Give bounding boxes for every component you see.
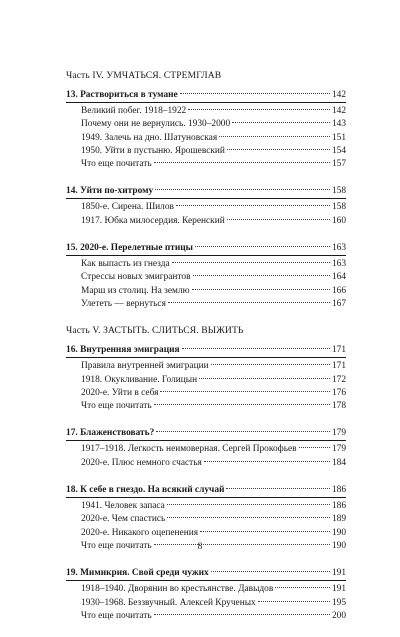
chapter-heading [66, 484, 346, 498]
section-entry-title: 1918–1940. Дворянин во крестьянстве. Давыдов [81, 584, 274, 595]
dot-leader [192, 289, 330, 290]
dot-leader [154, 162, 330, 163]
chapter-heading-page: 186 [331, 485, 346, 496]
dot-leader [258, 601, 330, 602]
chapter-heading-page: 163 [331, 243, 346, 254]
section-entry [66, 258, 346, 271]
section-entry-page: 164 [331, 272, 346, 283]
section-entry-page: 195 [331, 597, 346, 608]
section-entry-page: 191 [331, 584, 346, 595]
section-entry-page: 178 [331, 401, 346, 412]
section-entry [66, 457, 346, 470]
part-title: Часть V. ЗАСТЫТЬ. СЛИТЬСЯ. ВЫЖИТЬ [66, 325, 244, 337]
section-entry-page: 151 [331, 132, 346, 143]
section-entry-title: Улететь — вернуться [81, 298, 166, 309]
chapter-heading [66, 567, 346, 581]
dot-leader [275, 587, 330, 588]
section-entry [66, 145, 346, 158]
dot-leader [168, 302, 330, 303]
section-entry-page: 179 [331, 444, 346, 455]
chapter-heading-title: 13. Раствориться в тумане [66, 90, 178, 100]
section-entry [66, 597, 346, 610]
section-entry [66, 500, 346, 513]
chapter-heading-title: 14. Уйти по-хитрому [66, 186, 154, 197]
section-entry-page: 186 [331, 501, 346, 512]
chapter-heading-title: 15. 2020-е. Перелетные птицы [66, 243, 193, 254]
section-entry [66, 513, 346, 526]
section-entry-title: 2020-е. Никакого оцепенения [81, 527, 199, 538]
chapter-heading [66, 344, 346, 358]
section-entry-title: 1918. Окукливание. Голицын [81, 374, 198, 385]
chapter-heading-page: 179 [331, 428, 346, 439]
chapter-block [66, 567, 346, 623]
section-entry-title: Правила внутренней эмиграции [81, 361, 209, 372]
section-entry-title: 1917–1918. Легкость неимоверная. Сергей Прокофьев [81, 444, 297, 455]
page-number: 8 [197, 542, 203, 552]
section-entry-title: 1950. Уйти в пустыню. Ярошевский [81, 145, 225, 156]
chapter-heading-page: 142 [331, 90, 346, 100]
section-entry-title: 2020-е. Плюс немного счастья [81, 457, 202, 468]
section-entry [66, 400, 346, 413]
section-entry [66, 132, 346, 145]
dot-leader [154, 404, 330, 405]
section-entry [66, 610, 346, 623]
dot-leader [176, 205, 330, 206]
section-entry [66, 105, 346, 118]
section-entry [66, 443, 346, 456]
dot-leader [211, 364, 330, 365]
dot-leader [219, 136, 330, 137]
dot-leader [227, 219, 330, 220]
section-entry-page: 190 [331, 527, 346, 538]
chapter-block [66, 427, 346, 470]
section-entry-title: 1930–1968. Беззвучный. Алексей Крученых [81, 597, 256, 608]
section-entry-title: Что еще почитать [81, 610, 152, 621]
section-entry-page: 154 [331, 145, 346, 156]
chapter-block [66, 242, 346, 311]
dot-leader [226, 488, 330, 489]
section-entry-title: 1949. Залечь на дно. Шатуновская [81, 132, 218, 143]
dot-leader [211, 571, 330, 572]
chapter-heading-title: 17. Блаженствовать? [66, 428, 155, 439]
dot-leader [195, 246, 330, 247]
section-entry-page: 190 [331, 540, 346, 551]
section-entry-page: 189 [331, 514, 346, 525]
dot-leader [180, 93, 330, 94]
section-entry [66, 387, 346, 400]
dot-leader [227, 149, 330, 150]
chapter-block [66, 185, 346, 228]
dot-leader [204, 461, 330, 462]
section-entry-page: 142 [331, 106, 346, 116]
chapter-heading [66, 89, 346, 103]
dot-leader [199, 378, 330, 379]
dot-leader [188, 109, 330, 110]
section-entry [66, 285, 346, 298]
section-entry-page: 167 [331, 298, 346, 309]
section-entry-page: 157 [331, 159, 346, 170]
chapter-heading [66, 427, 346, 441]
section-entry [66, 271, 346, 284]
section-entry [66, 360, 346, 373]
section-entry [66, 374, 346, 387]
section-entry-page: 176 [331, 387, 346, 398]
section-entry-page: 200 [331, 610, 346, 621]
section-entry-page: 163 [331, 259, 346, 270]
chapter-heading-page: 158 [331, 186, 346, 197]
section-entry [66, 583, 346, 596]
dot-leader [299, 447, 330, 448]
section-entry-title: Почему они не вернулись. 1930–2000 [81, 119, 231, 130]
section-entry-page: 143 [331, 119, 346, 130]
section-entry [66, 118, 346, 131]
dot-leader [232, 122, 330, 123]
section-entry-title: Марш из столиц. На землю [81, 285, 190, 296]
section-entry-title: 1850-е. Сирена. Шилов [81, 202, 174, 213]
section-entry [66, 158, 346, 171]
dot-leader [154, 614, 330, 615]
section-entry-page: 158 [331, 202, 346, 213]
section-entry-title: Стрессы новых эмигрантов [81, 272, 191, 283]
section-entry-title: Великий побег. 1918–1922 [81, 106, 187, 116]
chapter-block [66, 89, 346, 171]
section-entry-title: Что еще почитать [81, 540, 152, 551]
dot-leader [156, 431, 330, 432]
dot-leader [160, 391, 330, 392]
section-entry [66, 298, 346, 311]
section-entry-title: 2020-е. Чем спастись [81, 514, 166, 525]
chapter-heading [66, 185, 346, 199]
section-entry-title: Что еще почитать [81, 159, 152, 170]
section-entry-page: 171 [331, 361, 346, 372]
dot-leader [193, 275, 330, 276]
section-entry-page: 166 [331, 285, 346, 296]
section-entry-page: 184 [331, 457, 346, 468]
chapter-heading-page: 171 [331, 345, 346, 356]
chapter-heading-title: 18. К себе в гнездо. На всякий случай [66, 485, 225, 496]
chapter-heading-title: 16. Внутренняя эмиграция [66, 345, 180, 356]
section-entry [66, 201, 346, 214]
chapter-block [66, 344, 346, 413]
section-entry-page: 172 [331, 374, 346, 385]
chapter-heading-title: 19. Мимикрия. Свой среди чужих [66, 568, 209, 579]
dot-leader [182, 348, 330, 349]
section-entry-title: Как выпасть из гнезда [81, 259, 170, 270]
part-title: Часть IV. УМЧАТЬСЯ. СТРЕМГЛАВ [66, 70, 222, 81]
section-entry-page: 160 [331, 215, 346, 226]
dot-leader [167, 517, 330, 518]
section-entry [66, 527, 346, 540]
dot-leader [155, 189, 330, 190]
dot-leader [200, 531, 330, 532]
dot-leader [167, 504, 330, 505]
section-entry-title: 2020-е. Уйти в себя [81, 387, 159, 398]
section-entry-title: 1917. Юбка милосердия. Керенский [81, 215, 225, 226]
section-entry-title: Что еще почитать [81, 401, 152, 412]
chapter-heading [66, 242, 346, 256]
dot-leader [172, 262, 330, 263]
section-entry-title: 1941. Человек запаса [81, 501, 165, 512]
chapter-heading-page: 191 [331, 568, 346, 579]
section-entry [66, 215, 346, 228]
